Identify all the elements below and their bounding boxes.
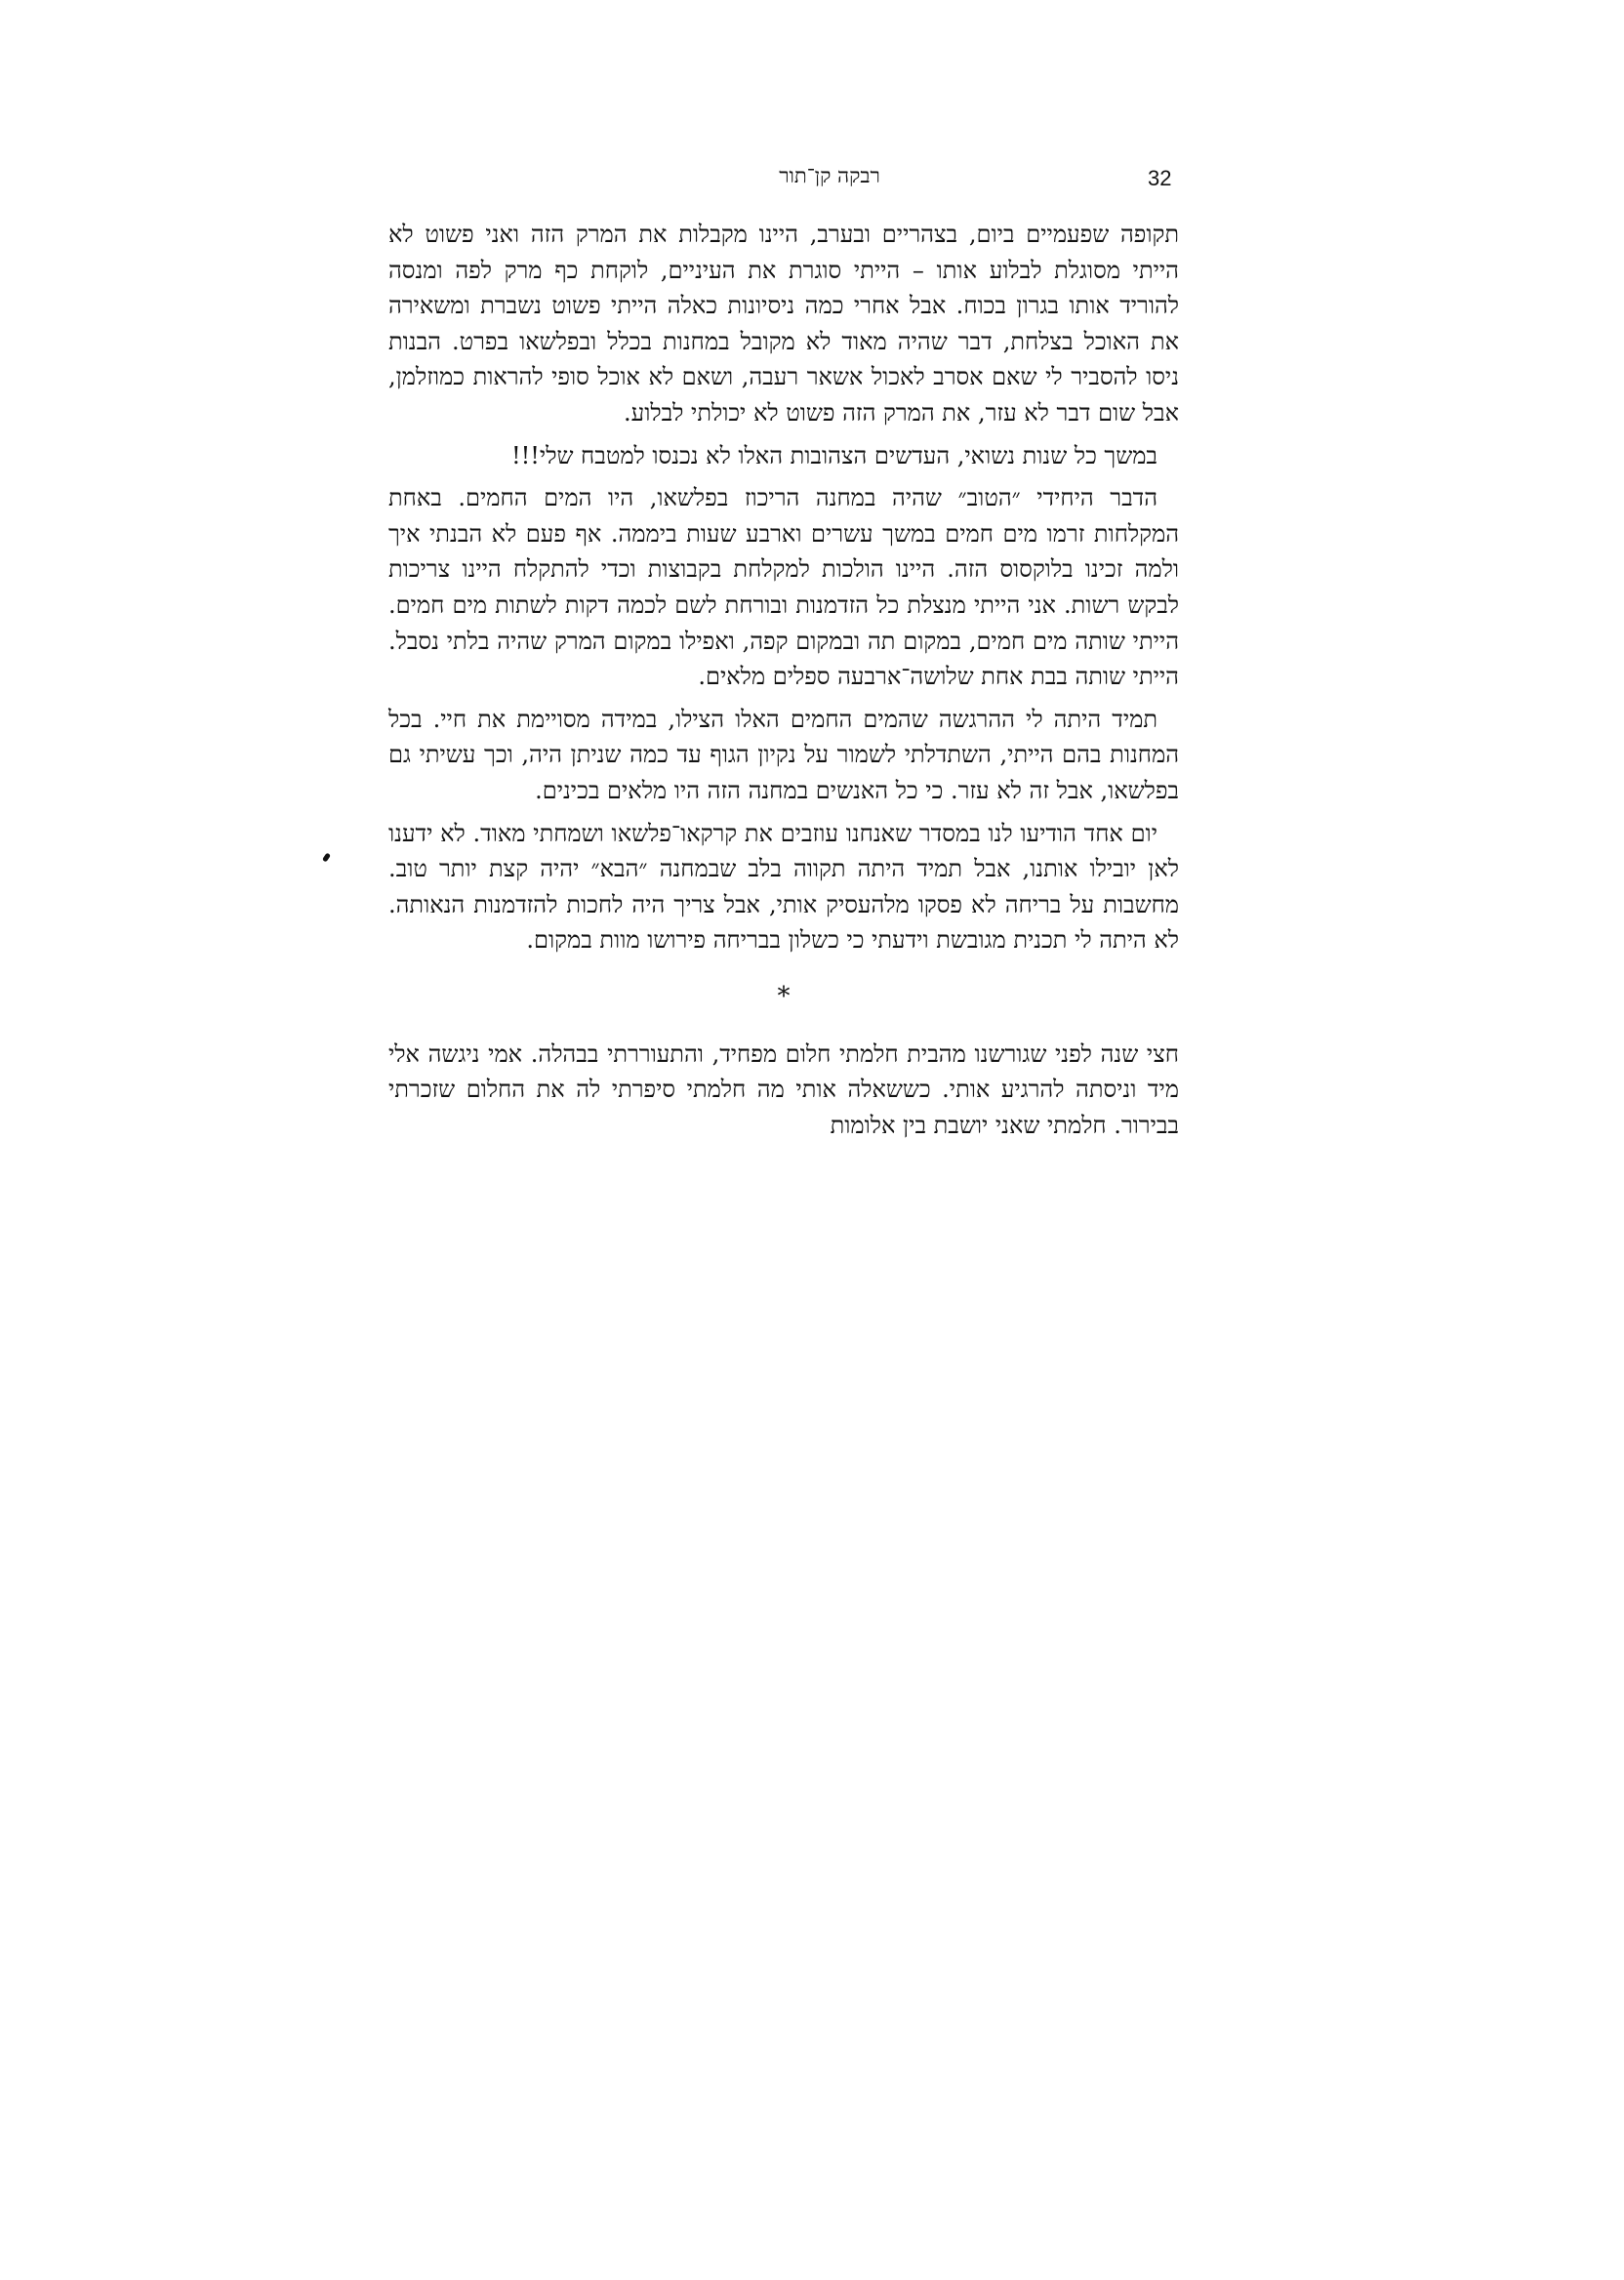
section-separator: *	[777, 981, 791, 1011]
page-number: 32	[1148, 166, 1172, 190]
paragraph: יום אחד הודיעו לנו במסדר שאנחנו עוזבים את קרקאו־פלשאו ושמחתי מאוד. לא ידענו לאן יובילו אותנו, אבל תמיד היתה תקווה בלב שבמחנה ״הבא״ יהיה קצת יותר טוב. מחשבות על בריחה לא פסקו מלהעסיק אותי, אבל צריך היה לחכות להזדמנות הנאותה. לא היתה לי תכנית מגובשת וידעתי כי כשלון בבריחה פירושו מוות במקום.	[388, 819, 1179, 955]
paragraph: תקופה שפעמיים ביום, בצהריים ובערב, היינו מקבלות את המרק הזה ואני פשוט לא הייתי מסוגלת לבלוע אותו – הייתי סוגרת את העיניים, לוקחת כף מרק לפה ומנסה להוריד אותו בגרון בכוח. אבל אחרי כמה ניסיונות כאלה הייתי פשוט נשברת ומשאירה את האוכל בצלחת, דבר שהיה מאוד לא מקובל במחנות בכלל ובפלשאו בפרט. הבנות ניסו להסביר לי שאם אסרב לאכול אשאר רעבה, ושאם לא אוכל סופי להראות כמוזלמן, אבל שום דבר לא עזר, את המרק הזה פשוט לא יכולתי לבלוע.	[388, 221, 1179, 427]
paragraph: הדבר היחידי ״הטוב״ שהיה במחנה הריכוז בפלשאו, היו המים החמים. באחת המקלחות זרמו מים חמים במשך עשרים וארבע שעות ביממה. אף פעם לא הבנתי איך ולמה זכינו בלוקסוס הזה. היינו הולכות למקלחת בקבוצות וכדי להתקלח היינו צריכות לבקש רשות. אני הייתי מנצלת כל הזדמנות ובורחת לשם לכמה דקות לשתות מים חמים. הייתי שותה מים חמים, במקום תה ובמקום קפה, ואפילו במקום המרק שהיה בלתי נסבל. הייתי שותה בבת אחת שלושה־ארבעה ספלים מלאים.	[388, 484, 1179, 691]
paragraph: תמיד היתה לי ההרגשה שהמים החמים האלו הצילו, במידה מסויימת את חיי. בכל המחנות בהם הייתי, השתדלתי לשמור על נקיון הגוף עד כמה שניתן היה, וכך עשיתי גם בפלשאו, אבל זה לא עזר. כי כל האנשים במחנה הזה היו מלאים בכינים.	[388, 705, 1179, 804]
paragraph: במשך כל שנות נשואי, העדשים הצהובות האלו לא נכנסו למטבח שלי!!!	[510, 441, 1157, 469]
paragraph: חצי שנה לפני שגורשנו מהבית חלמתי חלום מפחיד, והתעוררתי בבהלה. אמי ניגשה אלי מיד וניסתה להרגיע אותי. כששאלה אותי מה חלמתי סיפרתי לה את החלום שזכרתי בבירור. חלמתי שאני יושבת בין אלומות	[388, 1039, 1179, 1140]
running-head: רבקה קן־תור	[779, 164, 880, 187]
stray-ink-mark	[322, 852, 331, 862]
text-block	[388, 217, 1179, 1151]
